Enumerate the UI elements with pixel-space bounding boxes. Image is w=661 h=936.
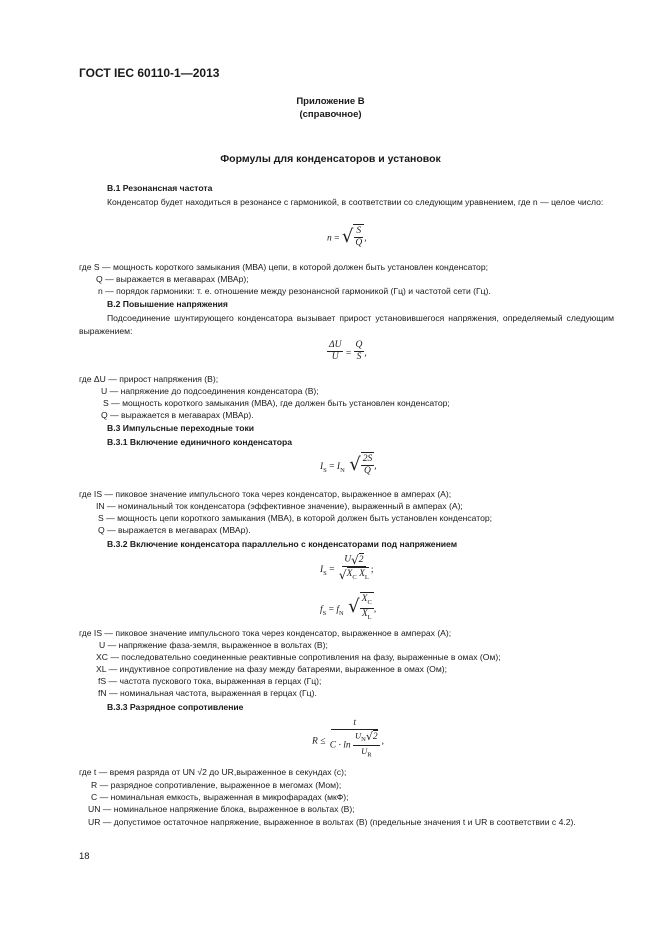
document-header: ГОСТ IEC 60110-1—2013 <box>79 66 220 80</box>
section-b2-text: Подсоединение шунтирующего конденсатора вызывает прирост установившегося напряжения, определяемый следующим выражением: <box>79 313 614 336</box>
formula-inrush-single: $I_S = I_N$ √ $\frac{2S}{Q}$ , <box>320 453 377 476</box>
b32-where-6: fN — номинальная частота, выраженная в герцах (Гц). <box>98 688 317 698</box>
b32-where-5: fS — частота пускового тока, выраженная в герцах (Гц); <box>98 676 322 686</box>
section-b2-heading: В.2 Повышение напряжения <box>107 299 228 309</box>
section-b3-heading: В.3 Импульсные переходные токи <box>107 423 255 433</box>
b2-where-4: Q — выражается в мегаварах (МВАр). <box>101 410 254 420</box>
section-b32-heading: В.3.2 Включение конденсатора параллельно с конденсаторами под напряжением <box>107 539 458 549</box>
b33-where-4: UN — номинальное напряжение блока, выраженное в вольтах (В); <box>88 804 355 814</box>
formula-inrush-parallel: $I_S$ = U √ 2 √ $X_C$ $X_L$ ; <box>320 552 374 582</box>
page-title: Формулы для конденсаторов и установок <box>220 153 441 165</box>
section-b1-heading: В.1 Резонансная частота <box>107 183 213 193</box>
b33-where-5: UR — допустимое остаточное напряжение, выраженное в вольтах (В) (предельные значения t и UR в соответствии с 4.2). <box>88 817 576 827</box>
b33-where-1: где t — время разряда от UN √2 до UR,выраженное в секундах (с); <box>79 767 347 777</box>
b2-where-3: S — мощность короткого замыкания (МВА), где должен быть установлен конденсатор; <box>103 398 450 408</box>
b2-where-2: U — напряжение до подсоединения конденсатора (В); <box>101 386 319 396</box>
formula-resonance: n = √ $\frac{S}{Q}$ , <box>327 225 367 248</box>
b2-where-1: где ΔU — прирост напряжения (В); <box>79 374 219 384</box>
b31-where-1: где IS — пиковое значение импульсного тока через конденсатор, выраженное в амперах (А); <box>79 489 452 499</box>
b1-where-2: Q — выражается в мегаварах (МВАр); <box>96 274 249 284</box>
page-number: 18 <box>79 851 90 862</box>
appendix-type: (справочное) <box>299 109 362 120</box>
b31-where-4: Q — выражается в мегаварах (МВАр). <box>98 525 251 535</box>
section-b33-heading: В.3.3 Разрядное сопротивление <box>107 702 244 712</box>
b1-where-1: где S — мощность короткого замыкания (МВА) цепи, в которой должен быть установлен конденсатор; <box>79 262 488 272</box>
formula-discharge-resistance: R ≤ t C · ln $U_N$ √ 2 $U_R$ , <box>312 718 384 759</box>
b32-where-1: где IS — пиковое значение импульсного тока через конденсатор, выраженное в амперах (А); <box>79 628 452 638</box>
b32-where-2: U — напряжение фаза-земля, выраженное в вольтах (В); <box>99 640 328 650</box>
b31-where-3: S — мощность цепи короткого замыкания (МВА), в которой должен быть установлен конденсатор; <box>98 513 493 523</box>
b32-where-4: XL — индуктивное сопротивление на фазу между батареями, выраженное в омах (Ом); <box>96 664 448 674</box>
b1-where-3: n — порядок гармоники: т. е. отношение между резонансной гармоникой (Гц) и частотой сети (Гц). <box>98 286 491 296</box>
section-b31-heading: В.3.1 Включение единичного конденсатора <box>107 437 293 447</box>
b32-where-3: XC — последовательно соединенные реактивные сопротивления на фазу, выраженные в омах (Ом); <box>96 652 501 662</box>
section-b1-text: Конденсатор будет находиться в резонансе с гармоникой, в соответствии со следующим уравнением, где n — целое число: <box>107 197 604 207</box>
formula-inrush-frequency: $f_S = f_N$ √ $\frac{X_C}{X_L}$ , <box>320 594 377 621</box>
formula-voltage-rise: $\frac{\Delta U}{U}$ = $\frac{Q}{S}$ , <box>329 340 367 362</box>
appendix-label: Приложение В <box>296 96 365 107</box>
b31-where-2: IN — номинальный ток конденсатора (эффективное значение), выраженный в амперах (А); <box>96 501 463 511</box>
b33-where-2: R — разрядное сопротивление, выраженное в мегомах (Мом); <box>91 780 342 790</box>
b33-where-3: C — номинальная емкость, выраженная в микрофарадах (мкФ); <box>91 792 349 802</box>
